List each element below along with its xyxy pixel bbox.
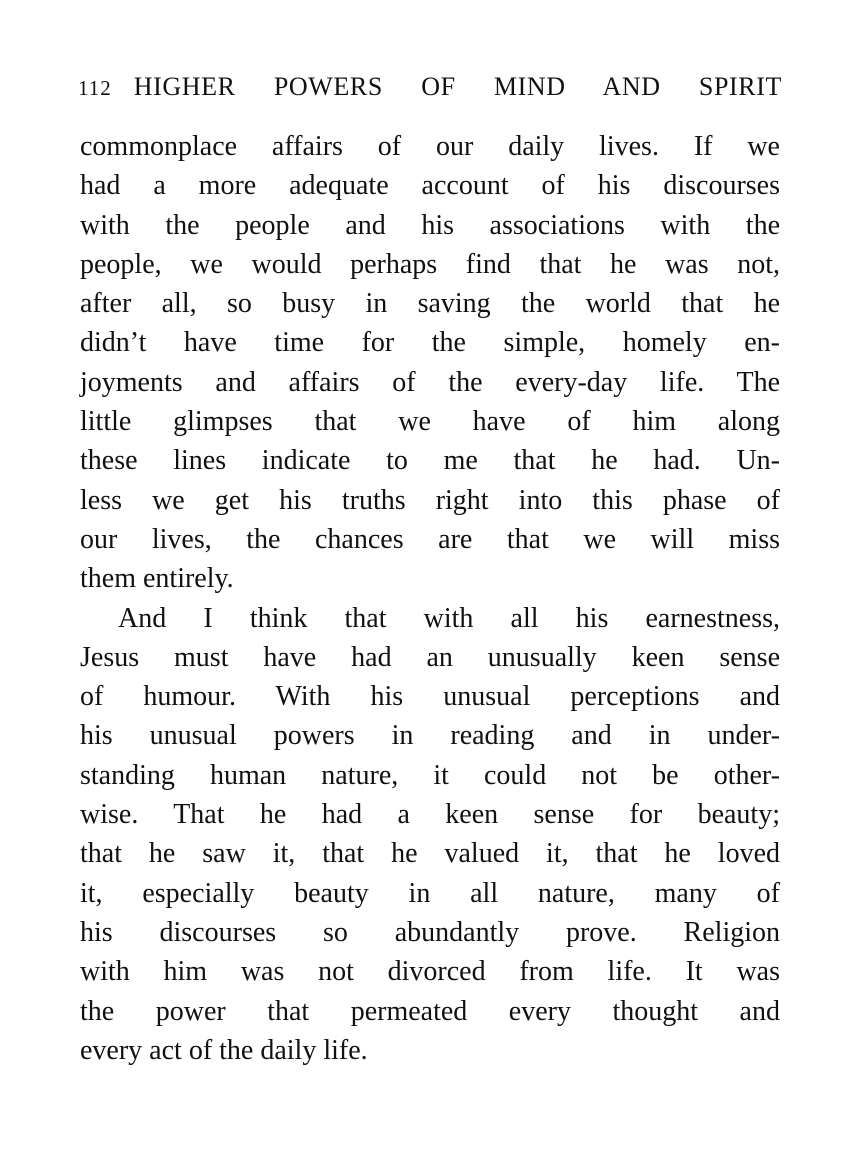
text-line: of humour. With his unusual perceptions and — [80, 681, 780, 713]
text-line: his unusual powers in reading and in under- — [80, 720, 780, 752]
text-line: our lives, the chances are that we will miss — [80, 523, 780, 555]
text-line: with the people and his associations with the — [80, 209, 780, 241]
text-line: wise. That he had a keen sense for beauty; — [80, 799, 780, 831]
text-line: people, we would perhaps find that he was not, — [80, 248, 780, 280]
text-line: that he saw it, that he valued it, that he loved — [80, 838, 780, 870]
paragraph-1 — [80, 127, 780, 599]
text-line: commonplace affairs of our daily lives. If we — [80, 131, 780, 162]
running-head — [78, 72, 782, 108]
text-line: less we get his truths right into this phase of — [80, 484, 780, 516]
text-line: had a more adequate account of his discourses — [80, 170, 780, 202]
text-line: it, especially beauty in all nature, many of — [80, 877, 780, 909]
text-line: every act of the daily life. — [80, 1034, 368, 1066]
text-line: his discourses so abundantly prove. Religion — [80, 916, 780, 948]
text-line: after all, so busy in saving the world that he — [80, 288, 780, 320]
text-line: Jesus must have had an unusually keen sense — [80, 641, 780, 673]
text-line: joyments and affairs of the every-day life. The — [80, 366, 780, 398]
text-line: And I think that with all his earnestness, — [118, 602, 780, 634]
text-line: little glimpses that we have of him along — [80, 406, 780, 438]
text-line: the power that permeated every thought and — [80, 995, 780, 1027]
text-line: these lines indicate to me that he had. Un- — [80, 445, 780, 477]
page-number: 112 — [78, 76, 112, 100]
paragraph-2 — [80, 599, 780, 1071]
text-line: didn’t have time for the simple, homely en- — [80, 327, 780, 359]
running-title: HIGHER POWERS OF MIND AND SPIRIT — [133, 72, 782, 101]
text-line: them entirely. — [80, 563, 234, 595]
body-text — [80, 127, 780, 1070]
text-line: with him was not divorced from life. It was — [80, 956, 780, 988]
text-line: standing human nature, it could not be other- — [80, 759, 780, 791]
